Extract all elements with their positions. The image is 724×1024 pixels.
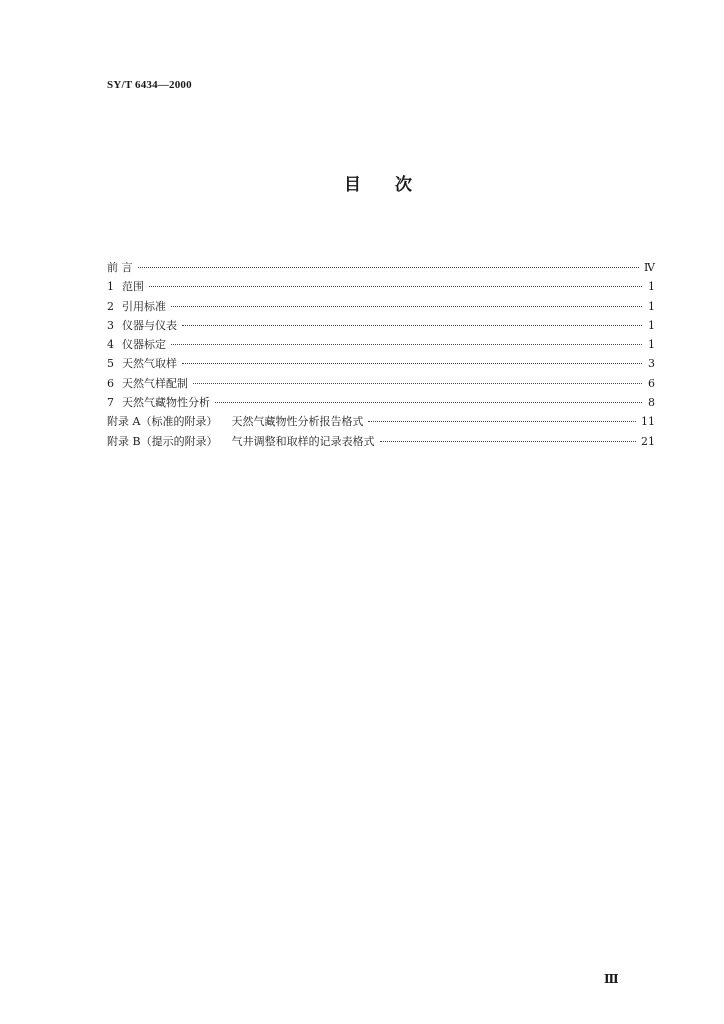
toc-entry-number: 6 xyxy=(107,376,114,390)
toc-entry-label: 引用标准 xyxy=(122,299,166,313)
toc-entry-page: 6 xyxy=(648,376,655,390)
toc-entry-appendix-b[interactable] xyxy=(107,432,655,451)
toc-entry-1[interactable] xyxy=(107,277,655,296)
toc-entry-page: 8 xyxy=(648,396,655,410)
dot-leader xyxy=(182,325,642,326)
toc-entry-label: 天然气取样 xyxy=(122,357,177,371)
toc-entry-number: 2 xyxy=(107,299,114,313)
toc-entry-appendix-a[interactable] xyxy=(107,412,655,431)
dot-leader xyxy=(368,421,636,422)
toc-entry-number: 附录 B（提示的附录） xyxy=(107,434,218,448)
toc-title: 目次 xyxy=(344,175,446,195)
toc-entry-label: 仪器与仪表 xyxy=(122,318,177,332)
toc-entry-label: 范围 xyxy=(122,280,144,294)
toc-entry-number: 附录 A（标准的附录） xyxy=(107,415,218,429)
toc-entry-label: 仪器标定 xyxy=(122,338,166,352)
toc-entry-7[interactable] xyxy=(107,393,655,412)
toc-entry-page: 11 xyxy=(641,415,655,429)
dot-leader xyxy=(380,441,636,442)
toc-entry-foreword[interactable] xyxy=(107,258,655,277)
toc-list xyxy=(107,258,655,451)
toc-entry-page: 21 xyxy=(641,434,655,448)
toc-entry-label: 前 言 xyxy=(107,261,133,274)
toc-entry-page: 1 xyxy=(648,338,655,352)
toc-entry-number: 7 xyxy=(107,396,114,410)
toc-entry-label: 天然气藏物性分析报告格式 xyxy=(231,415,364,429)
toc-entry-label: 天然气样配制 xyxy=(122,376,188,390)
toc-entry-page: 1 xyxy=(648,318,655,332)
dot-leader xyxy=(182,363,642,364)
toc-entry-page: 1 xyxy=(648,280,655,294)
standard-code: SY/T 6434—2000 xyxy=(107,79,192,91)
toc-entry-label: 天然气藏物性分析 xyxy=(122,396,210,410)
toc-entry-number: 5 xyxy=(107,357,114,371)
dot-leader xyxy=(138,267,640,268)
toc-entry-3[interactable] xyxy=(107,316,655,335)
toc-entry-4[interactable] xyxy=(107,335,655,354)
toc-entry-6[interactable] xyxy=(107,374,655,393)
toc-entry-number: 3 xyxy=(107,318,114,332)
toc-entry-page: Ⅳ xyxy=(644,261,655,274)
toc-entry-number: 4 xyxy=(107,338,114,352)
toc-entry-2[interactable] xyxy=(107,297,655,316)
dot-leader xyxy=(171,306,642,307)
dot-leader xyxy=(193,383,642,384)
toc-entry-5[interactable] xyxy=(107,354,655,373)
page-number: Ⅲ xyxy=(604,972,619,986)
toc-entry-page: 3 xyxy=(648,357,655,371)
dot-leader xyxy=(215,402,642,403)
dot-leader xyxy=(171,344,642,345)
toc-entry-number: 1 xyxy=(107,280,114,294)
toc-entry-page: 1 xyxy=(648,299,655,313)
dot-leader xyxy=(149,286,642,287)
toc-entry-label: 气井调整和取样的记录表格式 xyxy=(231,434,375,448)
